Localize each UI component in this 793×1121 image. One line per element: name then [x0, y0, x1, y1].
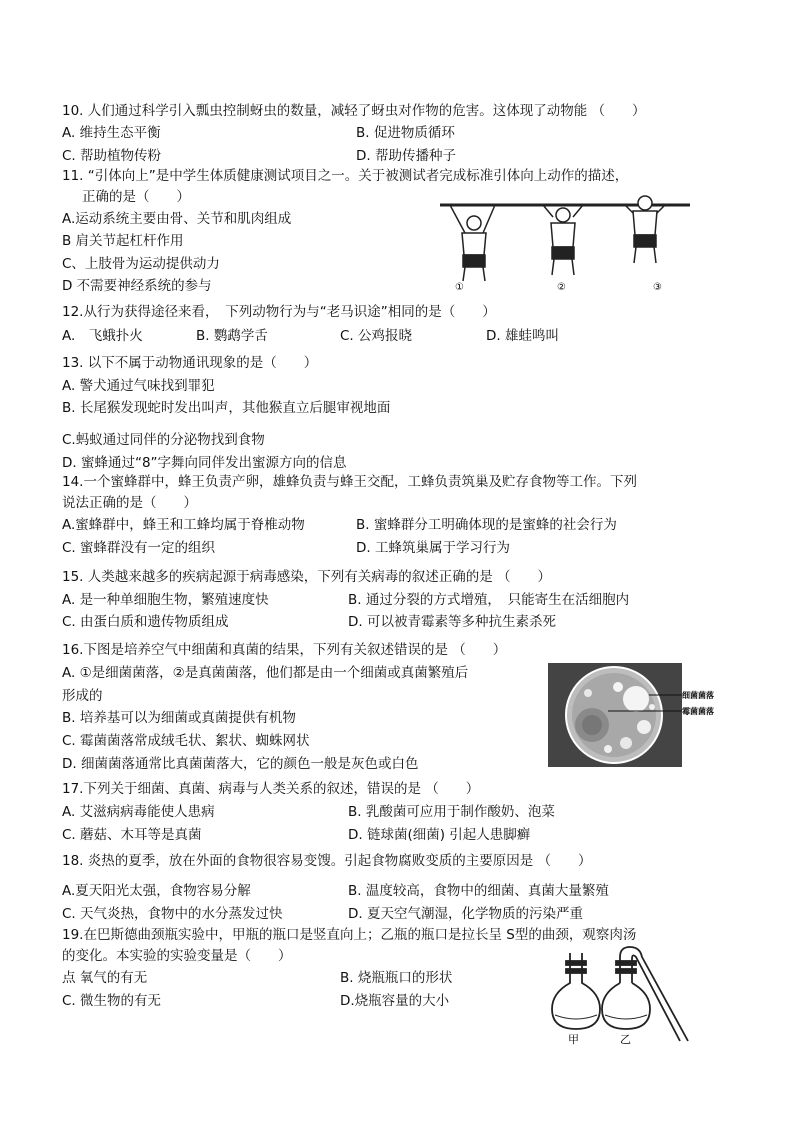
q12-option-c: C. 公鸡报晓 — [340, 328, 413, 344]
q12-option-b: B. 鹦鹉学舌 — [196, 328, 268, 344]
q13-option-b: B. 长尾猴发现蛇时发出叫声，其他猴直立后腿审视地面 — [62, 400, 391, 416]
q15-option-a: A. 是一种单细胞生物，繁殖速度快 — [62, 592, 269, 608]
q16-option-a-cont: 形成的 — [62, 688, 103, 704]
q10-stem: 10. 人们通过科学引入瓢虫控制蚜虫的数量，减轻了蚜虫对作物的危害。这体现了动物能 （ ） — [62, 103, 646, 119]
q18-stem: 18. 炎热的夏季，放在外面的食物很容易变馊。引起食物腐败变质的主要原因是 （ ） — [62, 853, 592, 869]
flask-label-yi: 乙 — [620, 1033, 631, 1045]
q13-stem: 13. 以下不属于动物通讯现象的是（ ） — [62, 355, 318, 371]
q12-option-a: A. 飞蛾扑火 — [62, 328, 143, 344]
q15-option-c: C. 由蛋白质和遗传物质组成 — [62, 614, 229, 630]
q16-option-c: C. 霉菌菌落常成绒毛状、絮状、蜘蛛网状 — [62, 733, 310, 749]
q14-option-c: C. 蜜蜂群没有一定的组织 — [62, 540, 216, 556]
q15-option-d: D. 可以被青霉素等多种抗生素杀死 — [348, 614, 556, 630]
q10-option-d: D. 帮助传播种子 — [356, 148, 456, 164]
q19-option-c: C. 微生物的有无 — [62, 993, 162, 1009]
q11-option-b: B 肩关节起杠杆作用 — [62, 233, 184, 249]
q15-option-b: B. 通过分裂的方式增殖， 只能寄生在活细胞内 — [348, 592, 630, 608]
q16-option-b: B. 培养基可以为细菌或真菌提供有机物 — [62, 710, 296, 726]
pull-up-label-3: ③ — [653, 282, 662, 293]
q10-option-a: A. 维持生态平衡 — [62, 125, 161, 141]
petri-dish-figure — [548, 663, 730, 767]
q10-option-c: C. 帮助植物传粉 — [62, 148, 162, 164]
q16-option-d: D. 细菌菌落通常比真菌菌落大，它的颜色一般是灰色或白色 — [62, 756, 419, 772]
q18-option-a: A.夏天阳光太强，食物容易分解 — [62, 883, 251, 899]
q11-stem-cont: 正确的是（ ） — [82, 189, 190, 205]
q14-stem: 14.一个蜜蜂群中，蜂王负责产卵，雄蜂负责与蜂王交配，工蜂负责筑巢及贮存食物等工作。下列 — [62, 474, 637, 490]
q17-option-c: C. 蘑菇、木耳等是真菌 — [62, 827, 202, 843]
q11-option-a: A.运动系统主要由骨、关节和肌肉组成 — [62, 211, 292, 227]
q17-option-d: D. 链球菌(细菌) 引起人患脚癣 — [348, 827, 531, 843]
q10-option-b: B. 促进物质循环 — [356, 125, 455, 141]
q17-option-b: B. 乳酸菌可应用于制作酸奶、泡菜 — [348, 804, 555, 820]
q14-option-b: B. 蜜蜂群分工明确体现的是蜜蜂的社会行为 — [356, 517, 617, 533]
q16-stem: 16.下图是培养空气中细菌和真菌的结果，下列有关叙述错误的是 （ ） — [62, 642, 507, 658]
label-bacteria: 细菌菌落 — [682, 691, 714, 700]
q18-option-d: D. 夏天空气潮湿，化学物质的污染严重 — [348, 906, 583, 922]
q11-option-d: D 不需要神经系统的参与 — [62, 278, 212, 294]
q13-option-a: A. 警犬通过气味找到罪犯 — [62, 378, 215, 394]
q17-stem: 17.下列关于细菌、真菌、病毒与人类关系的叙述，错误的是 （ ） — [62, 781, 480, 797]
q13-option-c: C.蚂蚁通过同伴的分泌物找到食物 — [62, 432, 265, 448]
pull-up-label-1: ① — [455, 282, 464, 293]
q19-option-b: B. 烧瓶瓶口的形状 — [340, 970, 453, 986]
q17-option-a: A. 艾滋病病毒能使人患病 — [62, 804, 215, 820]
q12-stem: 12.从行为获得途径来看， 下列动物行为与“老马识途”相同的是（ ） — [62, 304, 496, 320]
q12-option-d: D. 雄蛙鸣叫 — [486, 328, 559, 344]
flask-jia — [552, 953, 600, 1029]
q19-stem: 19.在巴斯德曲颈瓶实验中，甲瓶的瓶口是竖直向上；乙瓶的瓶口是拉长呈 S型的曲颈，观察肉汤 — [62, 927, 637, 943]
flask-yi — [602, 947, 688, 1041]
q19-option-d: D.烧瓶容量的大小 — [340, 993, 450, 1009]
pull-up-person-2 — [543, 205, 583, 275]
q16-option-a: A. ①是细菌菌落，②是真菌菌落，他们都是由一个细菌或真菌繁殖后 — [62, 665, 469, 681]
q11-option-c: C、上肢骨为运动提供动力 — [62, 256, 220, 272]
pull-up-label-2: ② — [557, 282, 566, 293]
q11-stem: 11. “引体向上”是中学生体质健康测试项目之一。关于被测试者完成标准引体向上动作的描述， — [62, 168, 629, 184]
pull-up-person-1 — [450, 205, 495, 281]
q18-option-c: C. 天气炎热，食物中的水分蒸发过快 — [62, 906, 283, 922]
q14-option-d: D. 工蜂筑巢属于学习行为 — [356, 540, 510, 556]
q18-option-b: B. 温度较高，食物中的细菌、真菌大量繁殖 — [348, 883, 609, 899]
flask-label-jia: 甲 — [568, 1033, 579, 1045]
q15-stem: 15. 人类越来越多的疾病起源于病毒感染，下列有关病毒的叙述正确的是 （ ） — [62, 569, 552, 585]
pull-up-figure — [435, 193, 695, 293]
q14-stem-cont: 说法正确的是（ ） — [62, 495, 197, 511]
q13-option-d: D. 蜜蜂通过“8”字舞向同伴发出蜜源方向的信息 — [62, 455, 347, 471]
q14-option-a: A.蜜蜂群中，蜂王和工蜂均属于脊椎动物 — [62, 517, 305, 533]
q19-stem-cont: 的变化。本实验的实验变量是（ ） — [62, 948, 292, 964]
q19-option-a: 点 氧气的有无 — [62, 970, 148, 986]
bacteria-colony — [623, 686, 649, 712]
flask-figure — [548, 943, 718, 1045]
label-mold: 霉菌菌落 — [682, 707, 714, 716]
